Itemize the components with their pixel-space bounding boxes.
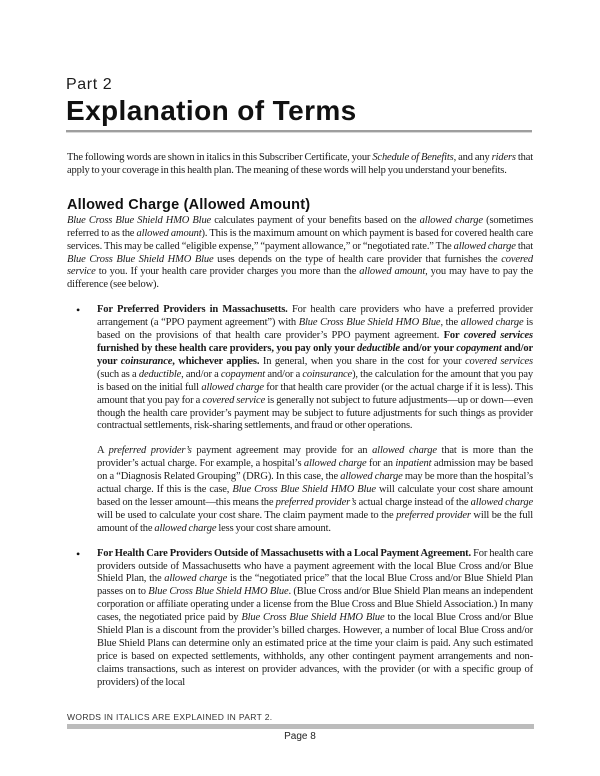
page-title: Explanation of Terms	[66, 95, 357, 126]
bullet-paragraph: • For Preferred Providers in Massachusetts. For health care providers who have a preferred provider arrangement (a “PPO payment agreement”) with Blue Cross Blue Shield HMO Blue, the allowed charge is based on the provisions of that health care provider’s PPO payment agreement. For covered services furnished by these health care providers, you pay only your deductible and/or your copayment and/or your coinsurance, whichever applies. In general, when you share in the cost for your covered services (such as a deductible, and/or a copayment and/or a coinsurance), the calculation for the amount that you pay is based on the initial full allowed charge for that health care provider (or the actual charge if it is less). This amount that you pay for a covered service is generally not subject to future adjustments—up or down—even though the health care provider’s payment may be subject to future adjustments for such things as provider contractual settlements, risk-sharing settlements, and fraud or other operations.	[97, 304, 534, 432]
doc-header	[66, 76, 533, 132]
bullet-paragraph: A preferred provider’s payment agreement may provide for an allowed charge that is more than the provider’s actual charge. For example, a hospital’s allowed charge for an inpatient admission may be based on a “Diagnosis Related Grouping” (DRG). In this case, the allowed charge may be more than the hospital’s actual charge. If this is the case, Blue Cross Blue Shield HMO Blue will calculate your cost share amount based on the lesser amount—this means the preferred provider’s actual charge instead of the allowed charge will be used to calculate your cost share. The claim payment made to the preferred provider will be the full amount of the allowed charge less your cost share amount.	[97, 445, 533, 534]
page-number: Page 8	[284, 731, 316, 742]
section-lead-paragraph: Blue Cross Blue Shield HMO Blue calculates payment of your benefits based on the allowed charge (sometimes referred to as the allowed amount). This is the maximum amount on which payment is based for covered health care services. This may be called “eligible expense,” “payment allowance,” or “negotiated rate.” The allowed charge that Blue Cross Blue Shield HMO Blue uses depends on the type of health care provider that furnishes the covered service to you. If your health care provider charges you more than the allowed amount, you may have to pay the difference (see below).	[67, 214, 534, 291]
section-heading: Allowed Charge (Allowed Amount)	[67, 196, 311, 213]
bullet-item-preferred-providers	[67, 304, 533, 535]
footer-note: WORDS IN ITALICS ARE EXPLAINED IN PART 2.	[67, 712, 273, 722]
section-allowed-charge	[0, 197, 600, 690]
bullet-list	[67, 304, 533, 689]
bullet-paragraph: • For Health Care Providers Outside of Massachusetts with a Local Payment Agreement. For health care providers outside of Massachusetts who have a payment agreement with the local Blue Cross and/or Blue Shield Plan, the allowed charge is the “negotiated price” that the local Blue Cross and/or Blue Shield Plan passes on to Blue Cross Blue Shield HMO Blue. (Blue Cross and/or Blue Shield Plan means an independent corporation or affiliate operating under a license from the Blue Cross and Blue Shield Association.) In many cases, the negotiated price paid by Blue Cross Blue Shield HMO Blue to the local Blue Cross and/or Blue Shield Plan is a discount from the provider’s billed charges. However, a number of local Blue Cross and/or Blue Shield Plans can determine only an estimated price at the time your claim is paid. Any such estimated price is based on expected settlements, withholds, any other contingent payment arrangements and non-claims transactions, such as interest on provider advances, with the provider (or with a specific group of providers) of the local	[97, 547, 534, 688]
title-rule-divider	[66, 130, 532, 132]
footer-bar-divider	[67, 724, 534, 729]
intro-paragraph: The following words are shown in italics in this Subscriber Certificate, your Schedule of Benefits, and any riders that apply to your coverage in this health plan. The meaning of these words will help you understand your benefits.	[67, 152, 534, 176]
bullet-item-providers-outside-ma	[67, 548, 533, 690]
part-label: Part 2	[66, 76, 113, 93]
